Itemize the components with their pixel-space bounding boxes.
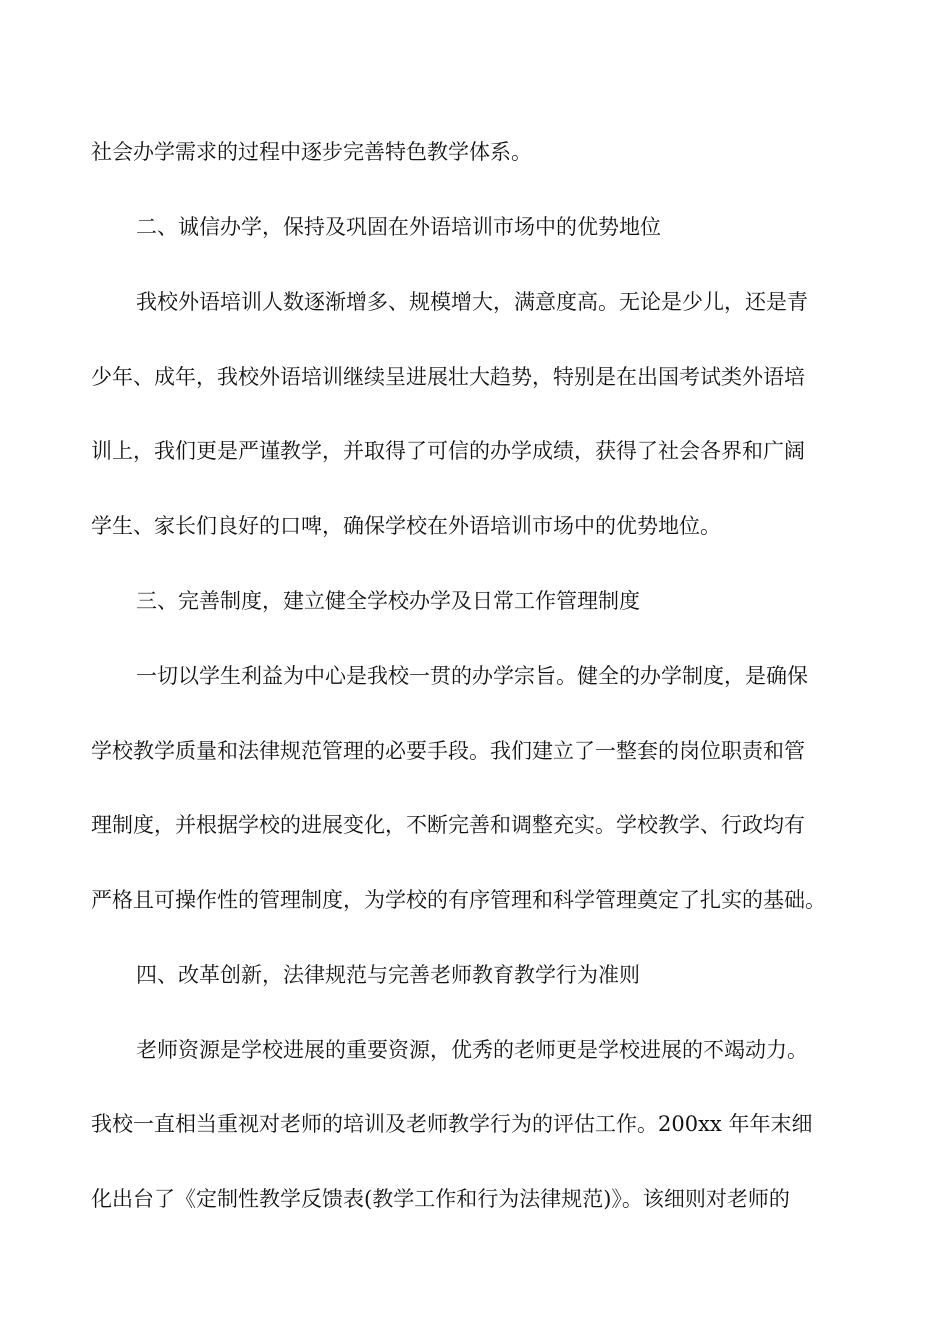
paragraph-line: 学生、家长们良好的口啤，确保学校在外语培训市场中的优势地位。 [91,514,721,538]
paragraph-line: 理制度，并根据学校的进展变化，不断完善和调整充实。学校教学、行政均有 [91,813,805,837]
paragraph-line: 学校教学质量和法律规范管理的必要手段。我们建立了一整套的岗位职责和管 [91,739,805,763]
section-heading-2: 二、诚信办学，保持及巩固在外语培训市场中的优势地位 [136,215,661,239]
paragraph-line: 严格且可操作性的管理制度，为学校的有序管理和科学管理奠定了扎实的基础。 [91,888,826,912]
paragraph-line: 社会办学需求的过程中逐步完善特色教学体系。 [91,140,532,164]
paragraph-line: 化出台了《定制性教学反馈表(教学工作和行为法律规范)》。该细则对老师的 [91,1187,790,1211]
section-heading-4: 四、改革创新，法律规范与完善老师教育教学行为准则 [136,963,640,987]
paragraph-line: 少年、成年，我校外语培训继续呈进展壮大趋势，特别是在出国考试类外语培 [91,365,805,389]
section-heading-3: 三、完善制度，建立健全学校办学及日常工作管理制度 [136,589,640,613]
paragraph-line: 训上，我们更是严谨教学，并取得了可信的办学成绩，获得了社会各界和广阔 [91,439,805,463]
paragraph-line: 老师资源是学校进展的重要资源，优秀的老师更是学校进展的不竭动力。 [136,1038,808,1062]
paragraph-line: 一切以学生利益为中心是我校一贯的办学宗旨。健全的办学制度，是确保 [136,664,808,688]
paragraph-line: 我校一直相当重视对老师的培训及老师教学行为的评估工作。200xx 年年末细 [91,1112,813,1136]
paragraph-line: 我校外语培训人数逐渐增多、规模增大，满意度高。无论是少儿，还是青 [136,290,808,314]
